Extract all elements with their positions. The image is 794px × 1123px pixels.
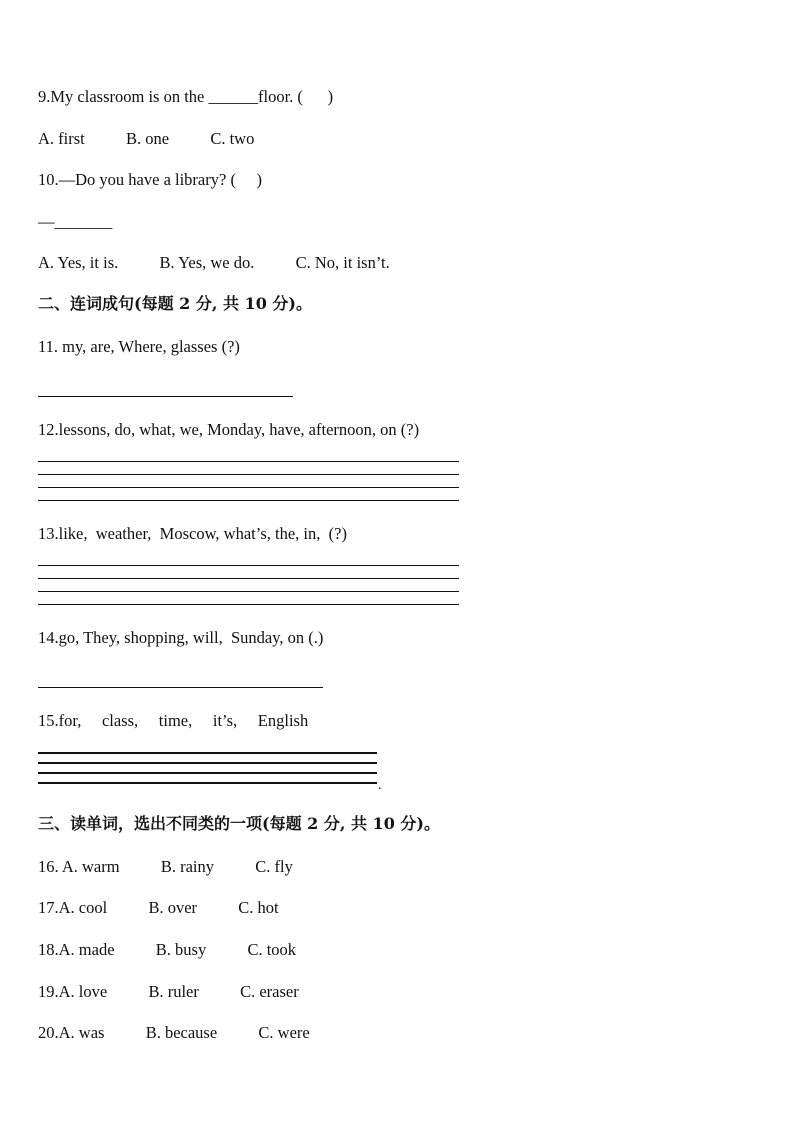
question-12: 12.lessons, do, what, we, Monday, have, afternoon, on (?)	[38, 420, 420, 439]
answer-line	[38, 687, 323, 688]
answer-line	[38, 487, 459, 488]
answer-line	[38, 474, 459, 475]
question-15: 15.for, class, time, it’s, English	[38, 711, 309, 730]
answer-line	[38, 604, 459, 605]
section-2-heading: 二、连词成句(每题 2 分, 共 10 分)。	[38, 294, 312, 313]
question-18: 18.A. made B. busy C. took	[38, 940, 297, 959]
question-16: 16. A. warm B. rainy C. fly	[38, 857, 293, 876]
section-3-heading: 三、读单词，选出不同类的一项(每题 2 分, 共 10 分)。	[38, 814, 440, 833]
answer-line	[38, 752, 377, 754]
question-11: 11. my, are, Where, glasses (?)	[38, 337, 240, 356]
answer-line	[38, 762, 377, 764]
answer-line	[38, 772, 377, 774]
question-10-stem: 10.—Do you have a library? ( )	[38, 170, 263, 189]
question-17: 17.A. cool B. over C. hot	[38, 898, 279, 917]
question-19: 19.A. love B. ruler C. eraser	[38, 982, 299, 1001]
question-13: 13.like, weather, Moscow, what’s, the, in, (?)	[38, 524, 347, 543]
question-9-options: A. first B. one C. two	[38, 129, 255, 148]
question-10-answer-blank: —_______	[38, 212, 113, 231]
answer-line	[38, 591, 459, 592]
answer-line	[38, 500, 459, 501]
answer-line	[38, 396, 293, 397]
sentence-end-period: .	[378, 778, 382, 793]
answer-line	[38, 578, 459, 579]
answer-line	[38, 782, 377, 784]
question-14: 14.go, They, shopping, will, Sunday, on (.)	[38, 628, 324, 647]
answer-line	[38, 461, 459, 462]
question-10-options: A. Yes, it is. B. Yes, we do. C. No, it isn’t.	[38, 253, 390, 272]
question-20: 20.A. was B. because C. were	[38, 1023, 310, 1042]
answer-line	[38, 565, 459, 566]
question-9-stem: 9.My classroom is on the ______floor. ( )	[38, 87, 334, 106]
